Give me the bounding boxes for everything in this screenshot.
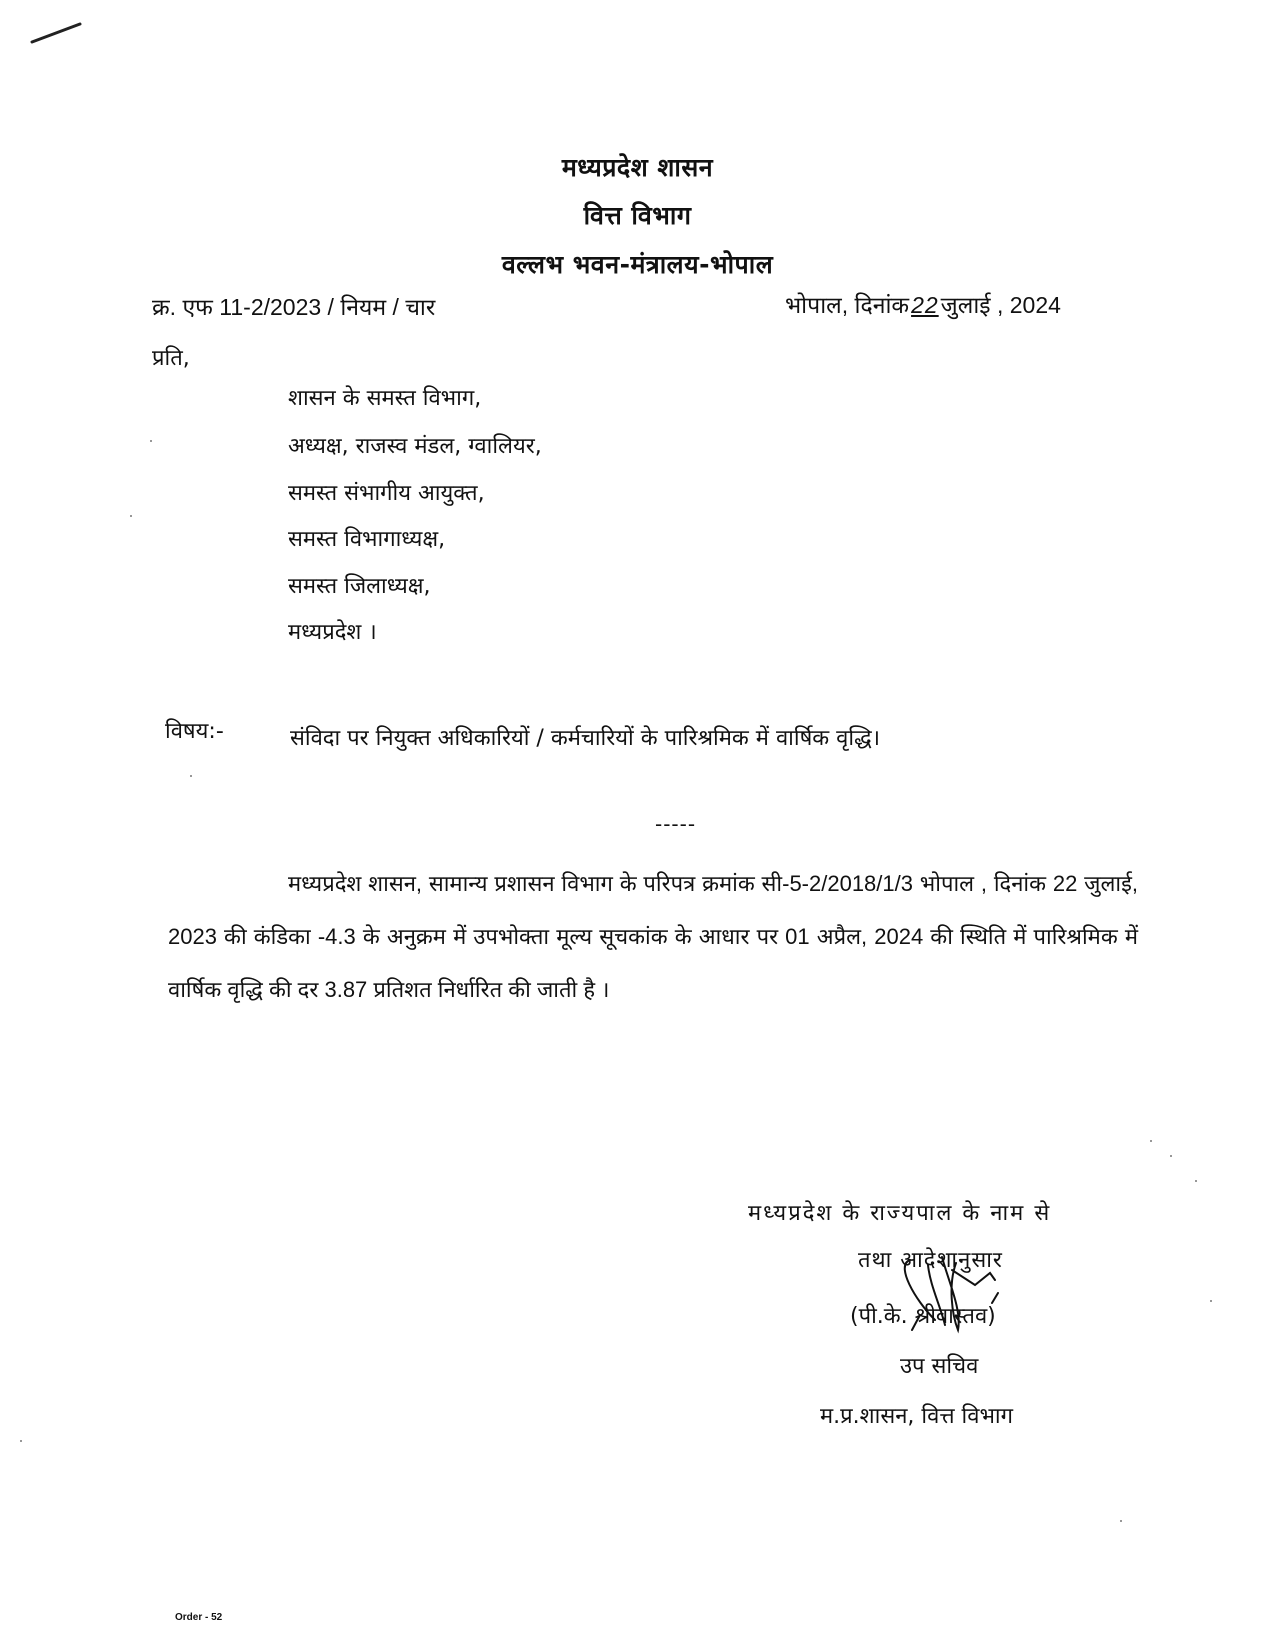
speck — [130, 515, 132, 517]
reference-number: क्र. एफ 11-2/2023 / नियम / चार — [152, 294, 436, 320]
speck — [150, 440, 152, 442]
government-heading: मध्यप्रदेश शासन — [561, 153, 714, 182]
salutation: प्रति, — [152, 346, 190, 371]
office-address: वल्लभ भवन-मंत्रालय-भोपाल — [501, 250, 774, 279]
authority-line: मध्यप्रदेश के राज्यपाल के नाम से — [748, 1201, 1052, 1226]
recipient-line: समस्त संभागीय आयुक्त, — [288, 481, 485, 506]
recipient-line: मध्यप्रदेश । — [288, 620, 377, 645]
date-day: 22 — [911, 292, 939, 318]
date-prefix: भोपाल, दिनांक — [785, 292, 910, 318]
speck — [1195, 1180, 1197, 1182]
date-month-year: जुलाई , 2024 — [940, 292, 1061, 318]
section-divider: ----- — [655, 812, 697, 836]
speck — [190, 775, 192, 777]
footer-order-number: Order - 52 — [175, 1612, 223, 1623]
signatory-designation: उप सचिव — [900, 1354, 979, 1379]
recipient-line: अध्यक्ष, राजस्व मंडल, ग्वालियर, — [288, 434, 542, 459]
recipient-line: शासन के समस्त विभाग, — [288, 386, 482, 411]
body-paragraph: मध्यप्रदेश शासन, सामान्य प्रशासन विभाग के परिपत्र क्रमांक सी-5-2/2018/1/3 भोपाल , दिनांक 22 जुलाई, 2023 की कंडिका -4.3 के अनुक्रम में उपभोक्ता मूल्य सूचकांक के आधार पर 01 अप्रैल, 2024 की स्थिति में पारिश्रमिक में वार्षिक वृद्धि की दर 3.87 प्रतिशत निर्धारित की जाती है । — [168, 871, 1138, 1002]
speck — [1150, 1140, 1152, 1142]
order-line: तथा आदेशानुसार — [858, 1248, 1003, 1273]
signatory-name: (पी.के. श्रीवास्तव) — [850, 1304, 996, 1329]
speck — [20, 1440, 22, 1442]
department-heading: वित्त विभाग — [583, 201, 692, 230]
recipient-line: समस्त विभागाध्यक्ष, — [288, 527, 446, 552]
signatory-department: म.प्र.शासन, वित्त विभाग — [820, 1404, 1013, 1429]
subject-text: संविदा पर नियुक्त अधिकारियों / कर्मचारियों के पारिश्रमिक में वार्षिक वृद्धि। — [290, 726, 881, 751]
recipient-line: समस्त जिलाध्यक्ष, — [288, 574, 431, 599]
speck — [1170, 1155, 1172, 1157]
speck — [1210, 1300, 1212, 1302]
issue-date — [785, 288, 1061, 320]
handwritten-signature — [890, 1245, 1010, 1345]
speck — [1120, 1520, 1122, 1522]
pen-mark-icon — [28, 18, 88, 48]
subject-label: विषय:- — [165, 719, 224, 744]
